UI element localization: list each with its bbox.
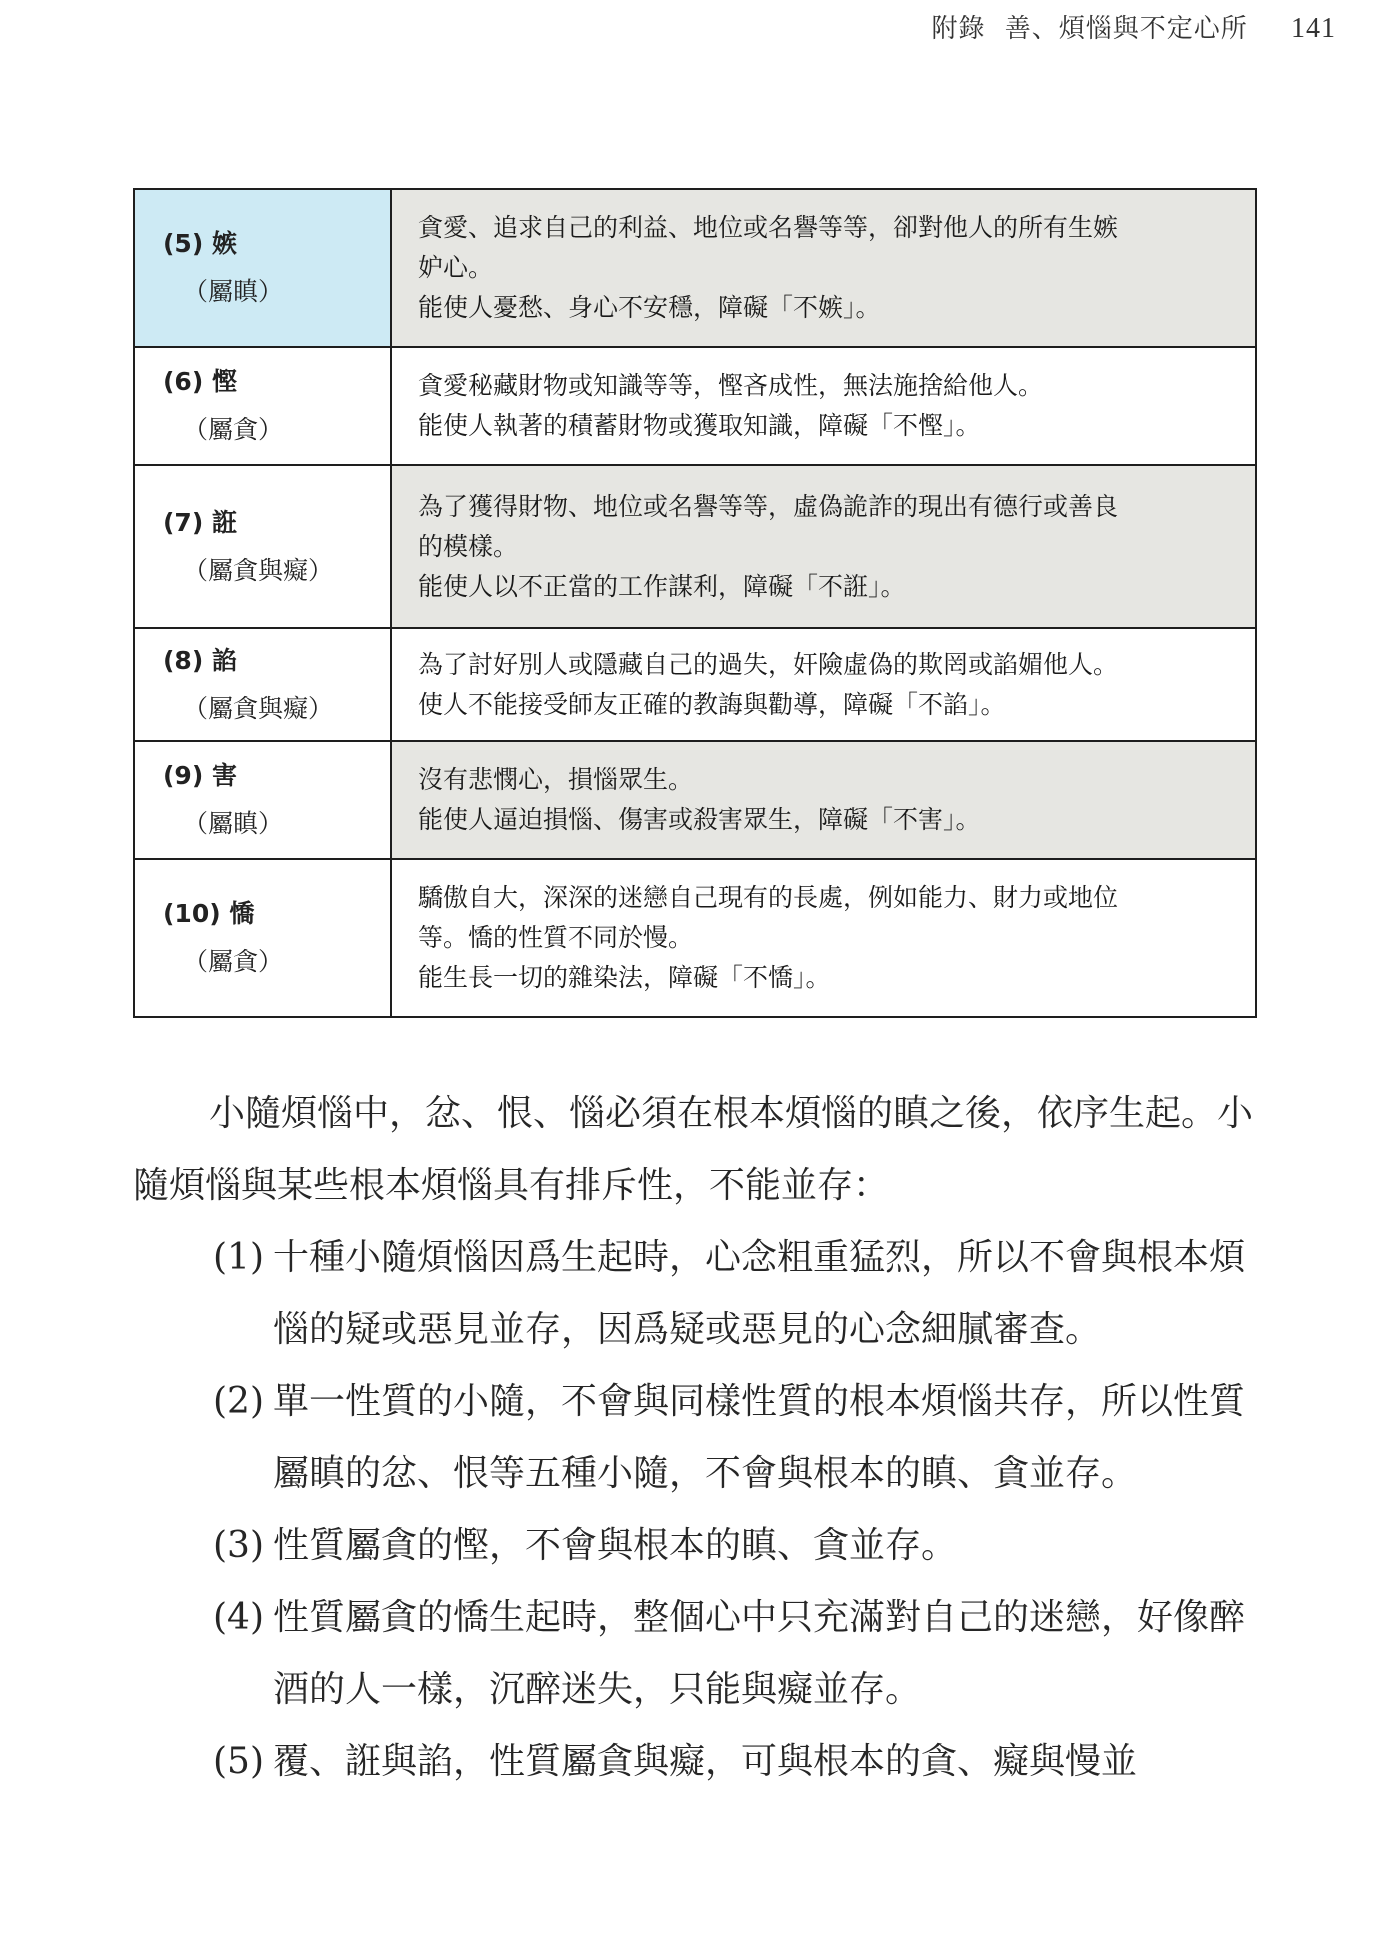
description-line: 為了討好別人或隱藏自己的過失，奸險虛偽的欺罔或諂媚他人。	[418, 649, 1119, 679]
term-label: (6) 慳	[163, 367, 237, 396]
term-label: (7) 誑	[163, 507, 237, 537]
description-cell	[391, 628, 1256, 741]
list-item	[213, 1510, 1263, 1582]
list-item	[213, 1726, 1263, 1798]
term-cell	[134, 189, 391, 347]
term-label: (5) 嫉	[163, 229, 237, 258]
description-cell	[391, 465, 1256, 628]
list-item	[213, 1582, 1263, 1726]
list-item-text: 性質屬貪的慳，不會與根本的瞋、貪並存。	[273, 1525, 958, 1566]
category-label: （屬瞋）	[183, 277, 284, 306]
category-label: （屬瞋）	[183, 809, 284, 838]
list-item	[213, 1222, 1263, 1366]
list-item	[213, 1366, 1263, 1510]
category-label: （屬貪與癡）	[183, 693, 334, 723]
description-line: 能使人執著的積蓄財物或獲取知識，障礙「不慳」。	[418, 411, 981, 440]
description-line: 為了獲得財物、地位或名譽等等，虛偽詭詐的現出有德行或善良	[418, 491, 1119, 521]
description-cell	[391, 189, 1256, 347]
term-cell	[134, 741, 391, 859]
description-line: 的模樣。	[418, 531, 519, 561]
page-number: 141	[1291, 13, 1336, 44]
table-row	[134, 189, 1256, 347]
afflictions-table	[133, 188, 1257, 1018]
category-label: （屬貪）	[183, 415, 284, 444]
description-line: 能生長一切的雜染法，障礙「不憍」。	[418, 963, 831, 992]
list-item-text: 覆、誑與諂，性質屬貪與癡，可與根本的貪、癡與慢並	[273, 1741, 1138, 1782]
description-line: 能使人憂愁、身心不安穩，障礙「不嫉」。	[418, 293, 881, 322]
description-cell	[391, 347, 1256, 465]
description-line: 驕傲自大，深深的迷戀自己現有的長處，例如能力、財力或地位	[418, 883, 1119, 912]
body-text	[133, 1078, 1263, 1798]
table-row	[134, 628, 1256, 741]
list-item-number: (2)	[213, 1381, 264, 1422]
table-row	[134, 859, 1256, 1017]
description-cell	[391, 859, 1256, 1017]
list-item-number: (1)	[213, 1237, 264, 1278]
list-item-number: (3)	[213, 1525, 264, 1566]
description-line: 能使人逼迫損惱、傷害或殺害眾生，障礙「不害」。	[418, 805, 981, 834]
header-section: 附錄	[931, 14, 986, 44]
term-cell	[134, 465, 391, 628]
intro-paragraph: 小隨煩惱中，忿、恨、惱必須在根本煩惱的瞋之後，依序生起。小隨煩惱與某些根本煩惱具有排斥性，不能並存：	[133, 1093, 1254, 1206]
description-line: 妒心。	[418, 253, 494, 282]
description-line: 沒有悲憫心，損惱眾生。	[418, 765, 694, 794]
category-label: （屬貪）	[183, 947, 284, 976]
list-item-number: (4)	[213, 1597, 264, 1638]
list-item-text: 性質屬貪的憍生起時，整個心中只充滿對自己的迷戀，好像醉酒的人一樣，沉醉迷失，只能與癡並存。	[273, 1597, 1246, 1710]
table-row	[134, 741, 1256, 859]
description-line: 貪愛秘藏財物或知識等等，慳吝成性，無法施捨給他人。	[418, 371, 1044, 400]
description-line: 能使人以不正當的工作謀利，障礙「不誑」。	[418, 571, 906, 601]
term-cell	[134, 347, 391, 465]
description-line: 貪愛、追求自己的利益、地位或名譽等等，卻對他人的所有生嫉	[418, 213, 1119, 242]
description-cell	[391, 741, 1256, 859]
list-item-number: (5)	[213, 1741, 264, 1782]
running-header	[931, 8, 1336, 45]
term-label: (9) 害	[163, 761, 237, 790]
description-line: 等。憍的性質不同於慢。	[418, 923, 694, 952]
term-cell	[134, 859, 391, 1017]
header-title: 善、煩惱與不定心所	[1004, 14, 1248, 44]
list-item-text: 十種小隨煩惱因爲生起時，心念粗重猛烈，所以不會與根本煩惱的疑或惡見並存，因爲疑或惡見的心念細膩審查。	[273, 1237, 1246, 1350]
term-cell	[134, 628, 391, 741]
table-row	[134, 347, 1256, 465]
table-row	[134, 465, 1256, 628]
description-line: 使人不能接受師友正確的教誨與勸導，障礙「不諂」。	[418, 689, 1006, 719]
term-label: (8) 諂	[163, 645, 237, 675]
category-label: （屬貪與癡）	[183, 555, 334, 585]
term-label: (10) 憍	[163, 899, 255, 928]
list-item-text: 單一性質的小隨，不會與同樣性質的根本煩惱共存，所以性質屬瞋的忿、恨等五種小隨，不會與根本的瞋、貪並存。	[273, 1381, 1246, 1494]
